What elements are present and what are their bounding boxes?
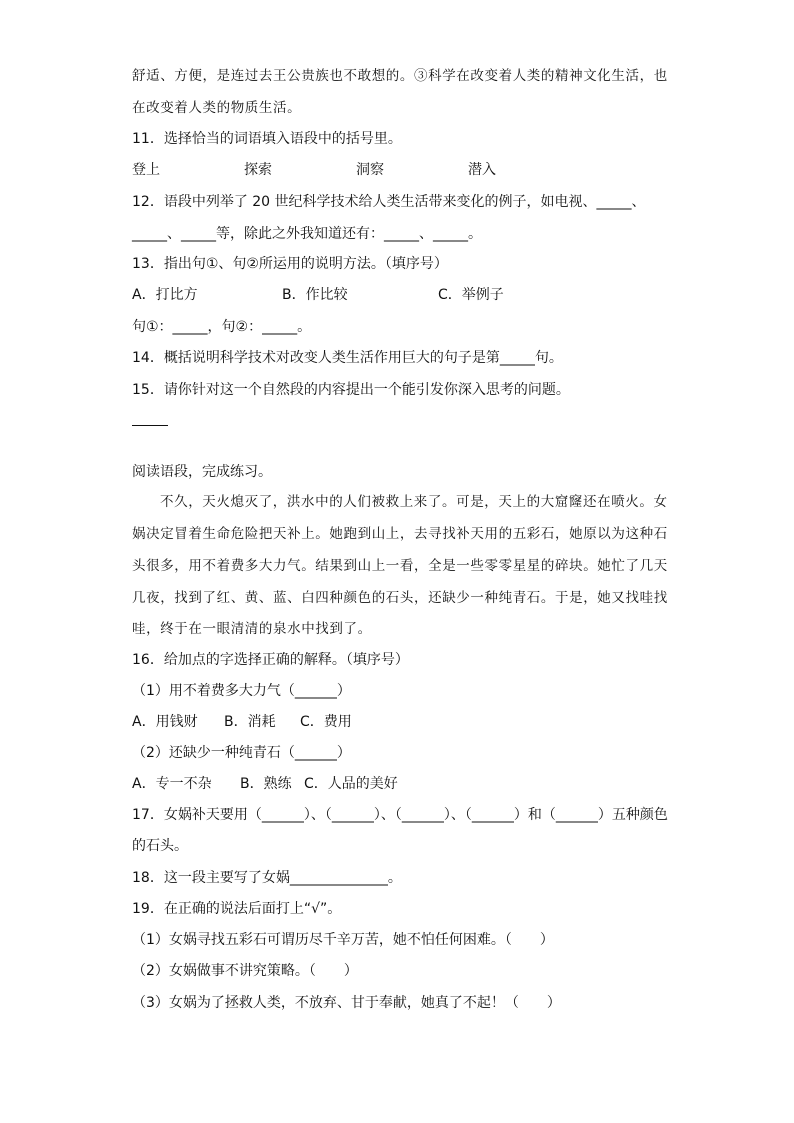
passage2-line-5: 哇，终于在一眼清清的泉水中找到了。	[132, 621, 372, 637]
option-b: B．熟练	[240, 776, 292, 792]
option-a: A．打比方	[132, 287, 198, 303]
question-13-stem: 13．指出句①、句②所运用的说明方法。（填序号）	[132, 256, 448, 272]
word-option: 洞察	[356, 162, 384, 178]
question-15: 15．请你针对这一个自然段的内容提出一个能引发你深入思考的问题。	[132, 382, 570, 398]
word-option: 探索	[244, 162, 272, 178]
question-11-stem: 11．选择恰当的词语填入语段中的括号里。	[132, 131, 402, 147]
question-18: 18．这一段主要写了女娲______________。	[132, 870, 402, 886]
word-option: 登上	[132, 162, 160, 178]
question-12-line-2: _____、_____等，除此之外我知道还有：_____、_____。	[132, 226, 482, 242]
passage2-line-4: 几夜，找到了红、黄、蓝、白四种颜色的石头，还缺少一种纯青石。于是，她又找哇找	[132, 590, 668, 606]
passage2-line-3: 头很多，用不着费多大力气。结果到山上一看，全是一些零零星星的碎块。她忙了几天	[132, 558, 668, 574]
question-19-item-1: （1）女娲寻找五彩石可谓历尽千辛万苦，她不怕任何困难。（ ）	[132, 932, 554, 948]
section-title: 阅读语段，完成练习。	[132, 464, 272, 480]
question-19-stem: 19．在正确的说法后面打上“√”。	[132, 901, 342, 917]
option-a: A．用钱财	[132, 714, 198, 730]
answer-blank-line	[132, 425, 168, 426]
option-c: C．举例子	[438, 287, 504, 303]
word-option: 潜入	[468, 162, 496, 178]
question-12-line-1: 12．语段中列举了 20 世纪科学技术给人类生活带来变化的例子，如电视、_____、	[132, 194, 646, 210]
question-16-sub-2: （2）还缺少一种纯青石（______）	[132, 745, 351, 761]
passage2-line-2: 娲决定冒着生命危险把天补上。她跑到山上，去寻找补天用的五彩石，她原以为这种石	[132, 526, 668, 542]
question-17-line-1: 17．女娲补天要用（______）、（______）、（______）、（______）和（______）五种颜色	[132, 807, 668, 823]
passage1-line-1: 舒适、方便，是连过去王公贵族也不敢想的。③科学在改变着人类的精神文化生活，也	[132, 68, 668, 84]
option-b: B．消耗	[224, 714, 276, 730]
option-c: C．人品的美好	[304, 776, 398, 792]
passage2-line-1: 不久，天火熄灭了，洪水中的人们被救上来了。可是，天上的大窟窿还在喷火。女	[160, 494, 668, 510]
question-19-item-3: （3）女娲为了拯救人类，不放弃、甘于奉献，她真了不起！（ ）	[132, 995, 561, 1011]
option-c: C．费用	[300, 714, 352, 730]
question-13-answer-line: 句①：_____，句②：_____。	[132, 319, 312, 335]
question-14: 14．概括说明科学技术对改变人类生活作用巨大的句子是第_____句。	[132, 350, 563, 366]
question-17-line-2: 的石头。	[132, 838, 188, 854]
option-a: A．专一不杂	[132, 776, 212, 792]
question-19-item-2: （2）女娲做事不讲究策略。（ ）	[132, 963, 358, 979]
option-b: B．作比较	[282, 287, 348, 303]
question-16-sub-1: （1）用不着费多大力气（______）	[132, 683, 351, 699]
passage1-line-2: 在改变着人类的物质生活。	[132, 100, 302, 116]
question-16-stem: 16．给加点的字选择正确的解释。（填序号）	[132, 652, 409, 668]
